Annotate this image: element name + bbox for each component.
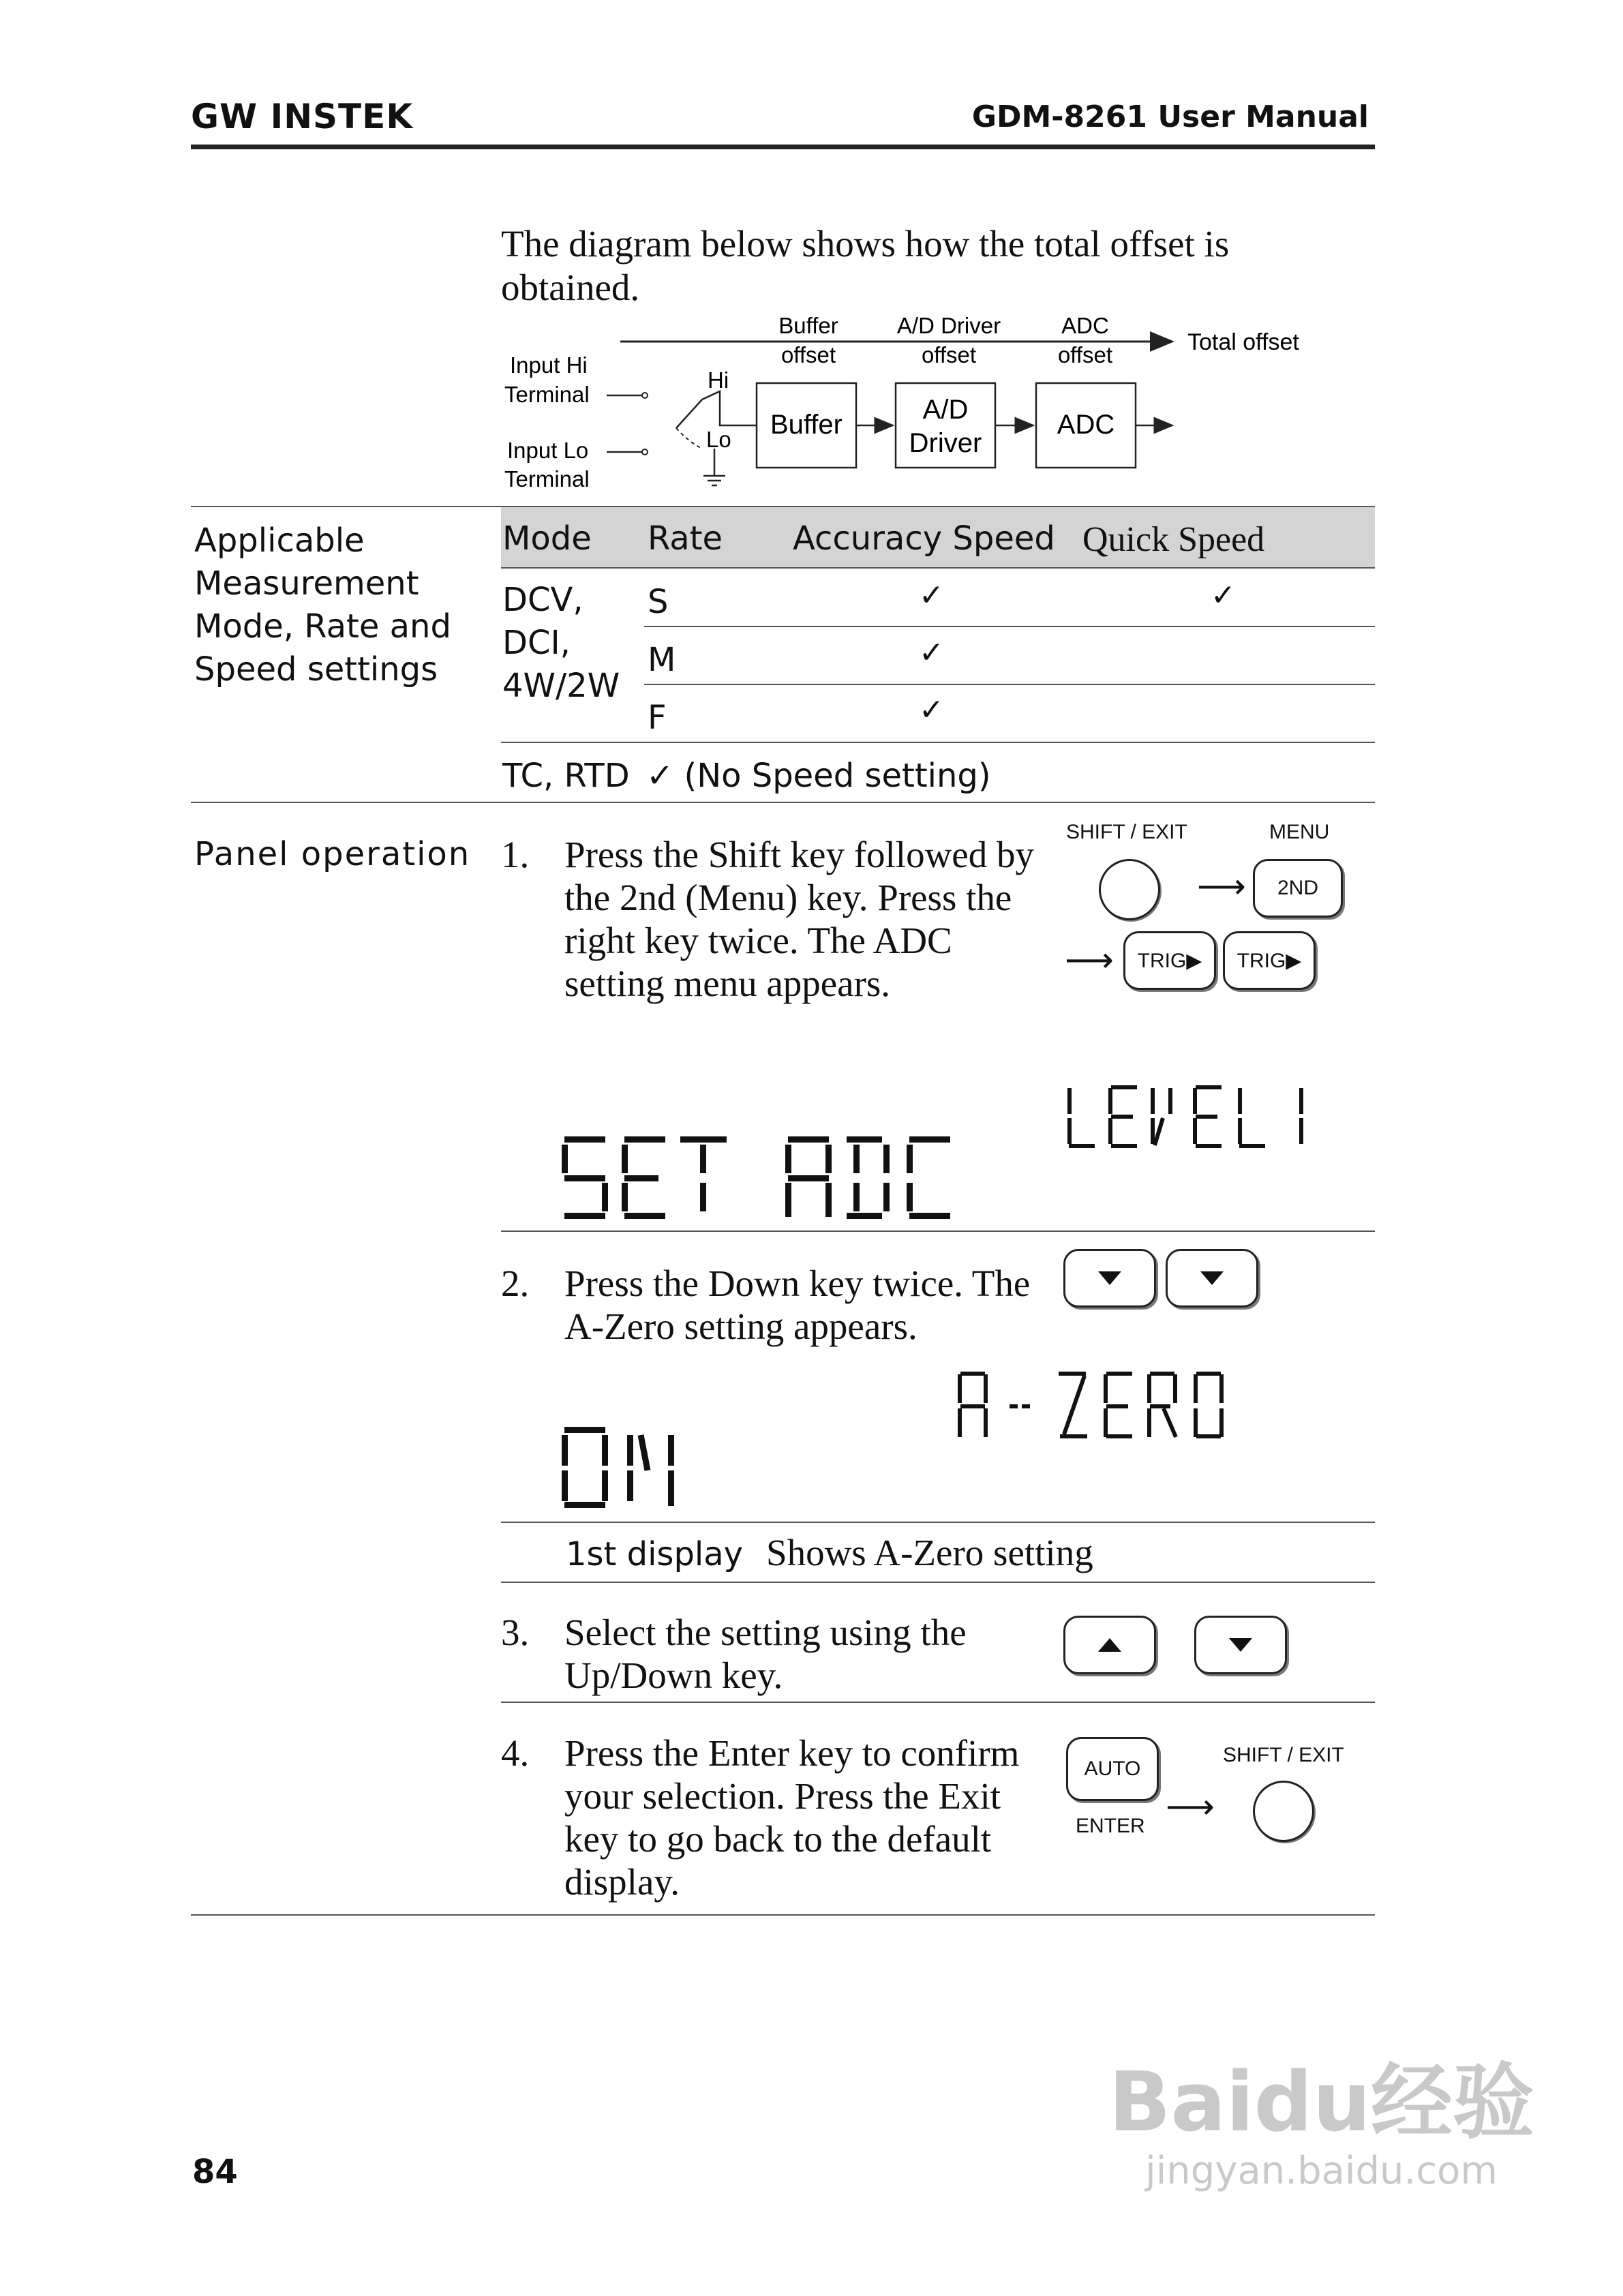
step3-line1: Select the setting using the	[564, 1612, 967, 1653]
lo-label: Lo	[706, 427, 731, 452]
offset-diagram	[498, 307, 1356, 504]
buffer-block-label: Buffer	[770, 410, 843, 440]
table-rule	[501, 742, 1375, 743]
table-rule	[644, 626, 1375, 627]
step4-number: 4.	[501, 1732, 530, 1774]
col-header-accuracy: Accuracy Speed	[793, 519, 1055, 558]
step-rule	[501, 1522, 1375, 1523]
ad-driver-offset-line2: offset	[921, 342, 977, 367]
down-arrow-icon	[1229, 1638, 1252, 1652]
input-hi-line2: Terminal	[504, 382, 590, 407]
page-number: 84	[192, 2153, 238, 2191]
adc-offset-line2: offset	[1057, 342, 1113, 367]
up-key[interactable]	[1063, 1616, 1156, 1674]
step1-line3: right key twice. The ADC	[564, 920, 952, 961]
step4-line4: display.	[564, 1861, 680, 1903]
input-lo-line1: Input Lo	[507, 438, 589, 463]
down-key[interactable]	[1194, 1616, 1287, 1674]
display-secondary-level1	[1063, 1084, 1322, 1159]
mode-tc-rtd: TC, RTD	[502, 757, 630, 795]
step4-line3: key to go back to the default	[564, 1818, 992, 1860]
check-accuracy-m: ✓	[919, 635, 944, 670]
step3-line2: Up/Down key.	[564, 1655, 783, 1696]
arrow-icon: ⟶	[1197, 866, 1246, 906]
step2-line1: Press the Down key twice. The	[564, 1263, 1031, 1304]
ad-driver-block-line1: A/D	[922, 395, 969, 425]
down-key-1[interactable]	[1063, 1249, 1156, 1308]
down-key-2[interactable]	[1166, 1249, 1258, 1308]
mode-dci: DCI,	[502, 624, 571, 662]
table-rule	[644, 684, 1375, 685]
total-offset-label: Total offset	[1187, 329, 1299, 355]
step-rule	[501, 1582, 1375, 1583]
second-menu-key[interactable]: 2ND	[1253, 859, 1343, 918]
step1-line4: setting menu appears.	[564, 963, 891, 1004]
display-main-set-adc	[559, 1081, 968, 1230]
col-header-mode: Mode	[502, 519, 592, 558]
input-lo-line2: Terminal	[504, 466, 590, 492]
mode-dcv: DCV,	[502, 581, 583, 619]
buffer-offset-line1: Buffer	[778, 313, 838, 338]
check-quick-s: ✓	[1211, 578, 1236, 613]
shift-exit-key[interactable]	[1099, 859, 1160, 920]
watermark-brand: Baidu经验	[1108, 2055, 1534, 2150]
watermark-url: jingyan.baidu.com	[1145, 2149, 1498, 2193]
trig-right-key-2[interactable]: TRIG▶	[1223, 931, 1316, 990]
arrow-icon: ⟶	[1065, 940, 1114, 980]
settings-label-2: Measurement	[194, 564, 419, 603]
step1-line1: Press the Shift key followed by	[564, 834, 1034, 875]
step4-line1: Press the Enter key to confirm	[564, 1732, 1020, 1774]
down-arrow-icon	[1098, 1271, 1121, 1285]
shift-exit-key-label: SHIFT / EXIT	[1223, 1744, 1344, 1766]
settings-label-4: Speed settings	[194, 650, 438, 689]
step3-number: 3.	[501, 1612, 530, 1653]
adc-block-label: ADC	[1057, 410, 1115, 440]
table-rule	[501, 567, 1375, 569]
input-hi-line1: Input Hi	[510, 352, 588, 378]
display-note-text: Shows A-Zero setting	[766, 1532, 1093, 1573]
check-accuracy-f: ✓	[919, 693, 944, 727]
intro-line-1: The diagram below shows how the total offset is	[501, 223, 1230, 265]
brand-logo: GW INSTEK	[191, 97, 414, 136]
rate-m: M	[648, 641, 676, 679]
enter-key-label: ENTER	[1076, 1815, 1145, 1837]
panel-operation-label: Panel operation	[194, 835, 471, 873]
display-main-on	[559, 1421, 695, 1517]
ad-driver-offset-line1: A/D Driver	[896, 313, 1001, 338]
step1-number: 1.	[501, 834, 530, 875]
step2-line2: A-Zero setting appears.	[564, 1305, 917, 1347]
settings-label-1: Applicable	[194, 522, 365, 560]
step4-line2: your selection. Press the Exit	[564, 1775, 1001, 1817]
watermark	[1108, 2055, 1534, 2195]
menu-key-label: MENU	[1269, 821, 1330, 843]
col-header-rate: Rate	[648, 519, 723, 558]
arrow-icon: ⟶	[1166, 1787, 1215, 1826]
auto-enter-key[interactable]: AUTO	[1066, 1737, 1159, 1801]
step2-number: 2.	[501, 1263, 530, 1304]
step-rule	[501, 1230, 1375, 1232]
intro-line-2: obtained.	[501, 267, 640, 308]
down-arrow-icon	[1200, 1271, 1224, 1285]
up-arrow-icon	[1098, 1638, 1121, 1652]
buffer-offset-line2: offset	[780, 342, 836, 367]
trig-right-key-1[interactable]: TRIG▶	[1123, 931, 1216, 990]
section-rule	[191, 1914, 1375, 1916]
rate-s: S	[648, 583, 669, 621]
display-secondary-a-zero	[951, 1370, 1237, 1452]
rate-f: F	[648, 699, 667, 737]
shift-exit-key-label: SHIFT / EXIT	[1066, 821, 1187, 843]
section-rule	[191, 802, 1375, 803]
hi-label: Hi	[708, 367, 729, 393]
mode-4w2w: 4W/2W	[502, 667, 620, 705]
ad-driver-block-line2: Driver	[909, 428, 982, 458]
display-note-label: 1st display	[566, 1535, 744, 1573]
step-rule	[501, 1702, 1375, 1703]
tc-rtd-note: ✓ (No Speed setting)	[646, 757, 991, 795]
manual-title: GDM-8261 User Manual	[971, 100, 1369, 134]
check-accuracy-s: ✓	[919, 578, 944, 613]
shift-exit-key[interactable]	[1253, 1781, 1314, 1842]
step1-line2: the 2nd (Menu) key. Press the	[564, 877, 1012, 918]
settings-label-3: Mode, Rate and	[194, 607, 451, 646]
col-header-quick: Quick Speed	[1082, 520, 1265, 559]
header-rule	[191, 145, 1375, 149]
adc-offset-line1: ADC	[1061, 313, 1109, 338]
